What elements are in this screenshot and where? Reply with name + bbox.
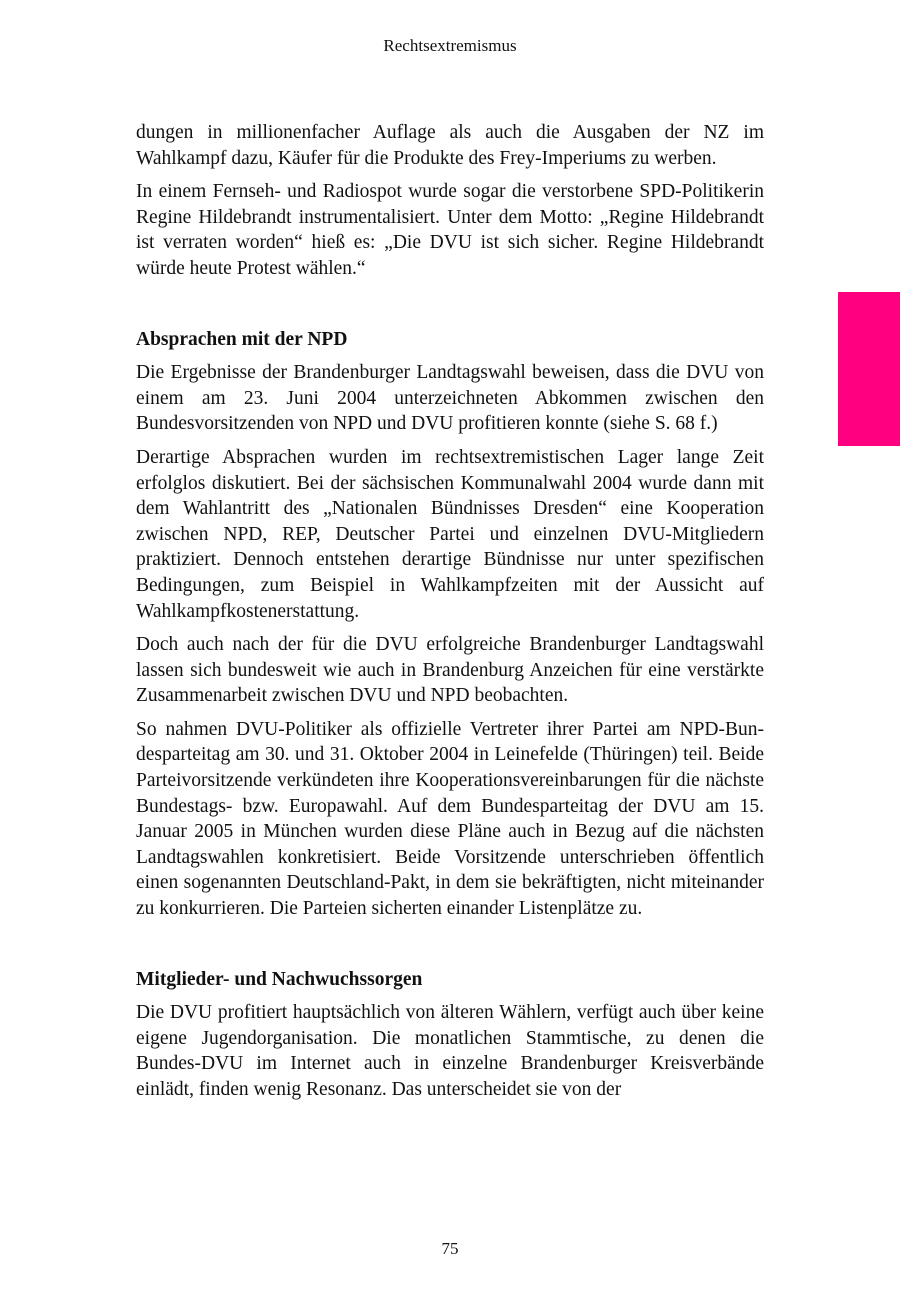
paragraph: dungen in millionenfacher Auflage als auch die Ausgaben der NZ im Wahlkampf dazu, Käufer für die Produkte des Frey-Imperiums zu werben. (136, 122, 764, 169)
section-heading: Mitglieder- und Nachwuchssorgen (136, 968, 423, 990)
body-text (136, 120, 764, 1111)
paragraph: Die DVU profitiert hauptsächlich von älteren Wählern, verfügt auch über keine eigene Jugendorganisation. Die monatlichen Stammtische, zu denen die Bundes-DVU im Internet auch in einzelne Brandenburger Kreisverbände einlädt, finden wenig Resonanz. Das unterscheidet sie von der (136, 1002, 764, 1100)
section-thumb-tab (838, 292, 900, 446)
running-head: Rechtsextremismus (383, 36, 517, 55)
paragraph: Doch auch nach der für die DVU erfolgreiche Brandenburger Landtagswahl lassen sich bundesweit wie auch in Brandenburg Anzeichen für eine verstärkte Zusammenarbeit zwischen DVU und NPD beobachten. (136, 634, 764, 707)
paragraph: Derartige Absprachen wurden im rechtsextremistischen Lager lange Zeit erfolglos diskutiert. Bei der sächsischen Kommunalwahl 2004 wurde dann mit dem Wahlantritt des „Nationalen Bündnisses Dresden“ eine Kooperation zwischen NPD, REP, Deutscher Partei und einzelnen DVU-Mitgliedern praktiziert. Dennoch entstehen derartige Bündnisse nur unter spezifischen Bedingungen, zum Beispiel in Wahlkampfzeiten mit der Aussicht auf Wahlkampfkostenerstattung. (136, 446, 764, 622)
paragraph: So nahmen DVU-Politiker als offizielle Vertreter ihrer Partei am NPD-Bundesparteitag am 30. und 31. Oktober 2004 in Leinefelde (Thüringen) teil. Beide Parteivorsitzende verkündeten ihre Kooperationsvereinbarungen für die nächste Bundestags- bzw. Europawahl. Auf dem Bundesparteitag der DVU am 15. Januar 2005 in München wurden diese Pläne auch in Bezug auf die nächsten Landtagswahlen konkretisiert. Beide Vorsitzende unterschrieben öffentlich einen sogenannten Deutschland-Pakt, in dem sie bekräftigten, nicht miteinander zu konkurrieren. Die Parteien sicherten einander Listenplätze zu. (136, 718, 764, 920)
section-heading: Absprachen mit der NPD (136, 328, 348, 350)
paragraph: In einem Fernseh- und Radiospot wurde sogar die verstorbene SPD-Politikerin Regine Hildebrandt instrumentalisiert. Unter dem Motto: „Regine Hildebrandt ist verraten worden“ hieß es: „Die DVU ist sich sicher. Regine Hildebrandt würde heute Protest wählen.“ (136, 181, 764, 279)
page-number: 75 (441, 1239, 459, 1258)
paragraph: Die Ergebnisse der Brandenburger Landtagswahl beweisen, dass die DVU von einem am 23. Juni 2004 unterzeichneten Abkommen zwischen den Bundesvorsitzenden von NPD und DVU profitieren konnte (siehe S. 68 f.) (136, 362, 764, 435)
